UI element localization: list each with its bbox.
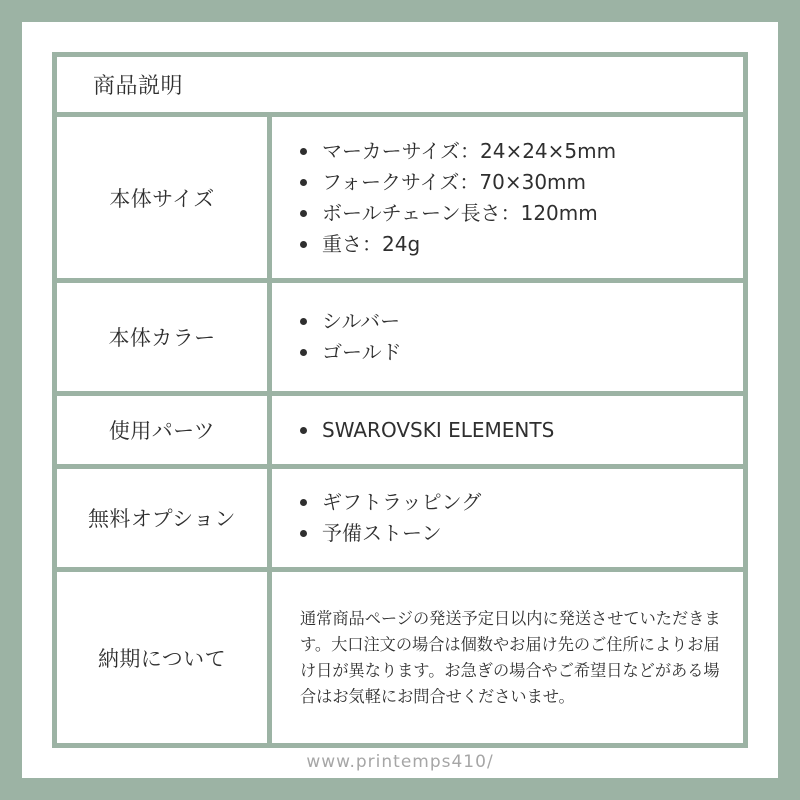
row-value-cell-parts	[272, 396, 743, 464]
website-url: www.printemps410/	[306, 752, 494, 772]
row-value-cell-delivery	[272, 572, 743, 743]
bullet-icon	[300, 530, 307, 537]
row-value-cell-color	[272, 283, 743, 391]
bullet-icon	[300, 179, 307, 186]
size-label: 本体サイズ	[109, 186, 215, 211]
color-list	[300, 306, 402, 368]
product-info-table	[52, 52, 748, 748]
row-value-cell-options	[272, 469, 743, 567]
bullet-icon	[300, 499, 307, 506]
row-value-cell-size	[272, 117, 743, 278]
list-item	[300, 415, 554, 446]
row-label-cell-size	[57, 117, 267, 278]
delivery-description: 通常商品ページの発送予定日以内に発送させていただきます。大口注文の場合は個数やお届け先のご住所によりお届け日が異なります。お急ぎの場合やご希望日などがある場合はお気軽にお問合せくださいませ。	[300, 608, 721, 706]
bullet-icon	[300, 210, 307, 217]
row-label-cell-delivery	[57, 572, 267, 743]
options-list	[300, 487, 481, 549]
list-item-text: マーカーサイズ：24×24×5mm	[322, 138, 617, 163]
list-item-text: ギフトラッピング	[322, 490, 482, 514]
options-label: 無料オプション	[88, 507, 236, 531]
table-header	[57, 57, 743, 112]
row-label-cell-color	[57, 283, 267, 391]
list-item-text: 重さ：24g	[322, 231, 421, 256]
bullet-icon	[300, 241, 307, 248]
bullet-icon	[300, 148, 307, 155]
size-list	[300, 136, 616, 260]
delivery-label: 納期について	[98, 646, 226, 671]
list-item-text: SWAROVSKI ELEMENTS	[322, 417, 555, 442]
list-item	[300, 518, 481, 549]
list-item-text: フォークサイズ：70×30mm	[322, 169, 587, 194]
list-item	[300, 337, 402, 368]
list-item-text: ゴールド	[322, 340, 402, 364]
page-title: 商品説明	[93, 74, 184, 99]
list-item	[300, 229, 616, 260]
list-item	[300, 167, 616, 198]
list-item	[300, 306, 402, 337]
row-label-cell-options	[57, 469, 267, 567]
row-label-cell-parts	[57, 396, 267, 464]
parts-label: 使用パーツ	[108, 419, 216, 443]
list-item	[300, 487, 481, 518]
bullet-icon	[300, 427, 307, 434]
bullet-icon	[300, 318, 307, 325]
list-item-text: シルバー	[322, 309, 401, 333]
color-label: 本体カラー	[108, 326, 216, 350]
list-item	[300, 198, 616, 229]
bullet-icon	[300, 349, 307, 356]
parts-list	[300, 415, 554, 446]
list-item-text: 予備ストーン	[322, 521, 442, 545]
list-item	[300, 136, 616, 167]
list-item-text: ボールチェーン長さ：120mm	[322, 200, 598, 225]
